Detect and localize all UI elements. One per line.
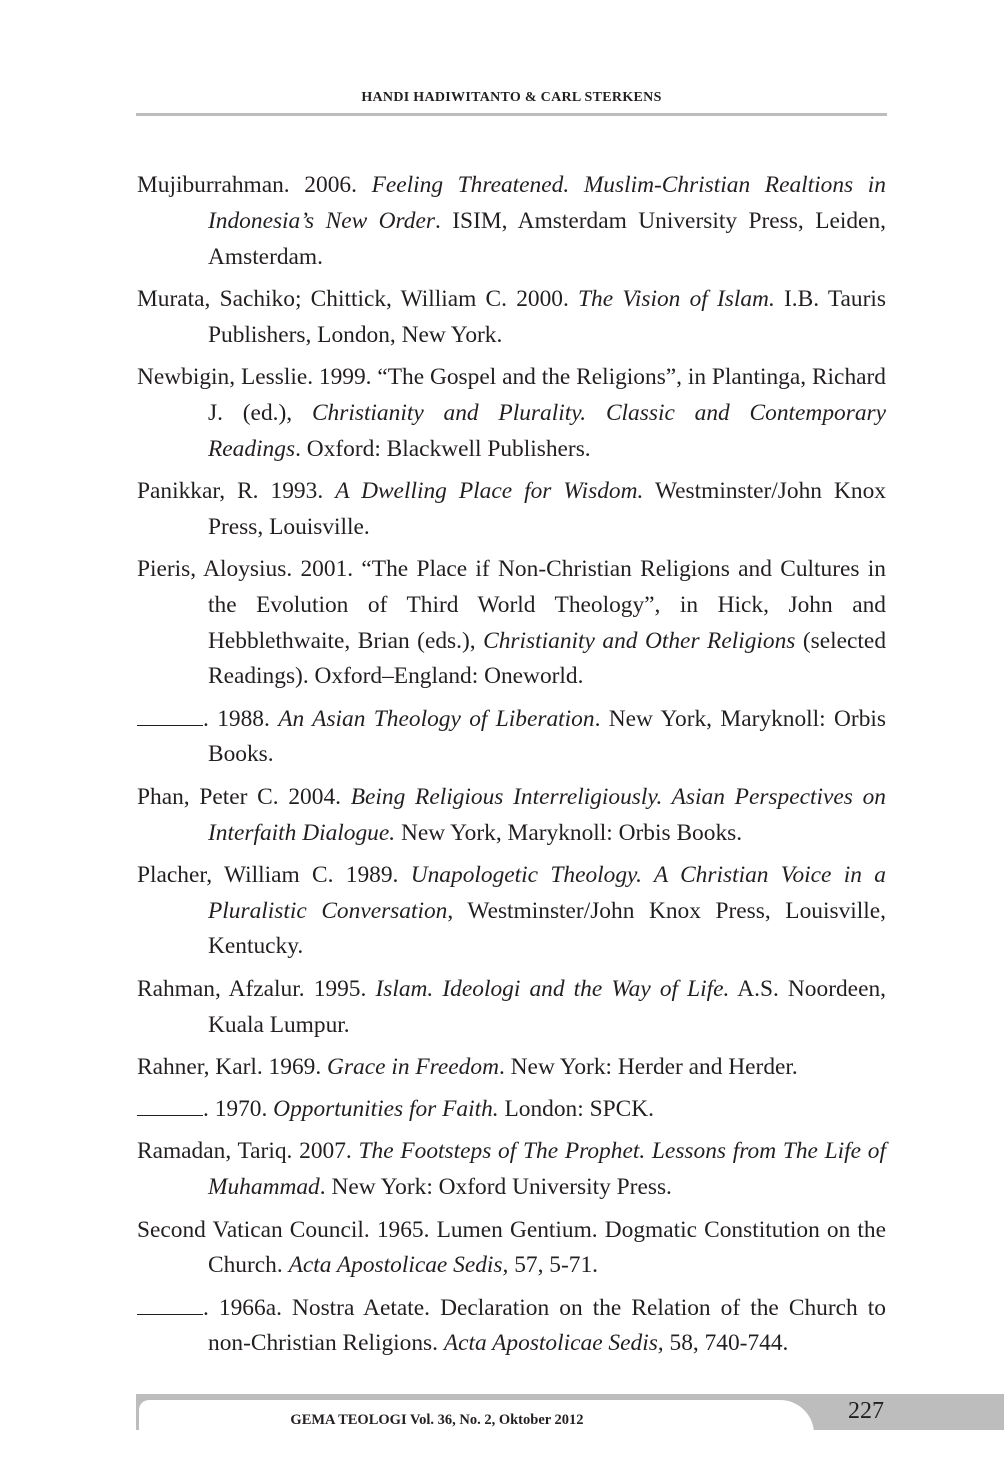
reference-text: . Oxford: Blackwell Publishers.: [295, 435, 591, 462]
repeat-author-dash: [137, 1295, 203, 1315]
reference-text: . 1970.: [203, 1096, 274, 1123]
reference-text: . ISIM, Amsterdam University Press, Leiden, Amsterdam.: [208, 207, 886, 270]
reference-text: 58, 740-744.: [663, 1330, 789, 1357]
footer-journal-citation: GEMA TEOLOGI Vol. 36, No. 2, Oktober 2012: [290, 1412, 584, 1428]
reference-entry: [137, 360, 886, 467]
reference-entry: [137, 1050, 886, 1086]
reference-title: A Dwelling Place for Wisdom.: [335, 477, 644, 504]
reference-entry: [137, 972, 886, 1044]
repeat-author-dash: [137, 706, 203, 726]
reference-entry: [137, 474, 886, 546]
reference-text: (selected Readings). Oxford–England: Oneworld.: [208, 627, 887, 690]
reference-title: Being Religious Interreligiously. Asian Perspectives on Interfaith Dialogue.: [208, 783, 886, 846]
reference-title: The Footsteps of The Prophet. Lessons from The Life of Muhammad: [208, 1138, 887, 1201]
reference-entry: [137, 702, 886, 774]
reference-text: Panikkar, R. 1993.: [137, 477, 336, 504]
reference-title: Unapologetic Theology. A Christian Voice in a Pluralistic Conversation: [208, 861, 886, 924]
reference-text: . 1966a. Nostra Aetate. Declaration on the Relation of the Church to non-Christian Religions.: [203, 1294, 886, 1357]
reference-entry: [137, 1134, 886, 1206]
reference-title: Acta Apostolicae Sedis,: [443, 1330, 664, 1357]
reference-text: Pieris, Aloysius. 2001. “The Place if Non-Christian Religions and Cultures in the Evolution of Third World Theology”, in Hick, John and Hebblethwaite, Brian (eds.),: [137, 555, 886, 654]
reference-text: Westminster/John Knox Press, Louisville.: [208, 477, 886, 540]
repeat-author-dash: [137, 1096, 203, 1116]
reference-text: Ramadan, Tariq. 2007.: [137, 1138, 359, 1165]
reference-entry: [137, 780, 886, 852]
reference-title: Christianity and Plurality. Classic and Contemporary Readings: [208, 399, 886, 462]
reference-list: [137, 168, 886, 1369]
reference-text: Second Vatican Council. 1965. Lumen Gentium. Dogmatic Constitution on the Church.: [137, 1216, 886, 1279]
running-head: HANDI HADIWITANTO & CARL STERKENS: [361, 90, 662, 105]
reference-text: Phan, Peter C. 2004.: [137, 783, 351, 810]
reference-text: . New York: Oxford University Press.: [319, 1174, 672, 1201]
reference-title: Opportunities for Faith.: [273, 1096, 499, 1123]
reference-title: Acta Apostolicae Sedis,: [288, 1252, 509, 1279]
page-number: 227: [848, 1398, 884, 1424]
reference-text: 57, 5-71.: [508, 1252, 599, 1279]
reference-title: Grace in Freedom: [327, 1053, 499, 1080]
reference-entry: [137, 1291, 886, 1363]
reference-text: I.B. Tauris Publishers, London, New York.: [208, 285, 887, 348]
reference-entry: [137, 1213, 886, 1285]
reference-text: London: SPCK.: [498, 1096, 654, 1123]
reference-text: . 1988.: [203, 705, 279, 732]
reference-text: . New York: Herder and Herder.: [498, 1053, 798, 1080]
reference-title: Islam. Ideologi and the Way of Life.: [375, 975, 730, 1002]
reference-text: Murata, Sachiko; Chittick, William C. 2000.: [137, 285, 579, 312]
reference-entry: [137, 858, 886, 965]
reference-text: Newbigin, Lesslie. 1999. “The Gospel and the Religions”, in Plantinga, Richard J. (ed.),: [137, 363, 887, 426]
reference-title: Christianity and Other Religions: [483, 627, 796, 654]
reference-text: Mujiburrahman. 2006.: [137, 172, 372, 198]
reference-title: The Vision of Islam.: [578, 285, 775, 312]
reference-entry: [137, 552, 886, 695]
reference-entry: [137, 168, 886, 275]
reference-text: . New York, Maryknoll: Orbis Books.: [208, 705, 886, 768]
reference-text: Rahman, Afzalur. 1995.: [137, 975, 376, 1002]
reference-text: , Westminster/John Knox Press, Louisville, Kentucky.: [208, 897, 886, 960]
header-rule: [136, 113, 887, 116]
reference-text: Placher, William C. 1989.: [137, 861, 411, 888]
reference-text: New York, Maryknoll: Orbis Books.: [395, 819, 743, 846]
reference-title: Feeling Threatened. Muslim-Christian Realtions in Indonesia’s New Order: [208, 172, 887, 234]
reference-title: An Asian Theology of Liberation: [278, 705, 595, 732]
reference-text: Rahner, Karl. 1969.: [137, 1053, 328, 1080]
reference-entry: [137, 282, 886, 354]
reference-text: A.S. Noordeen, Kuala Lumpur.: [208, 975, 886, 1038]
reference-entry: [137, 1092, 886, 1128]
